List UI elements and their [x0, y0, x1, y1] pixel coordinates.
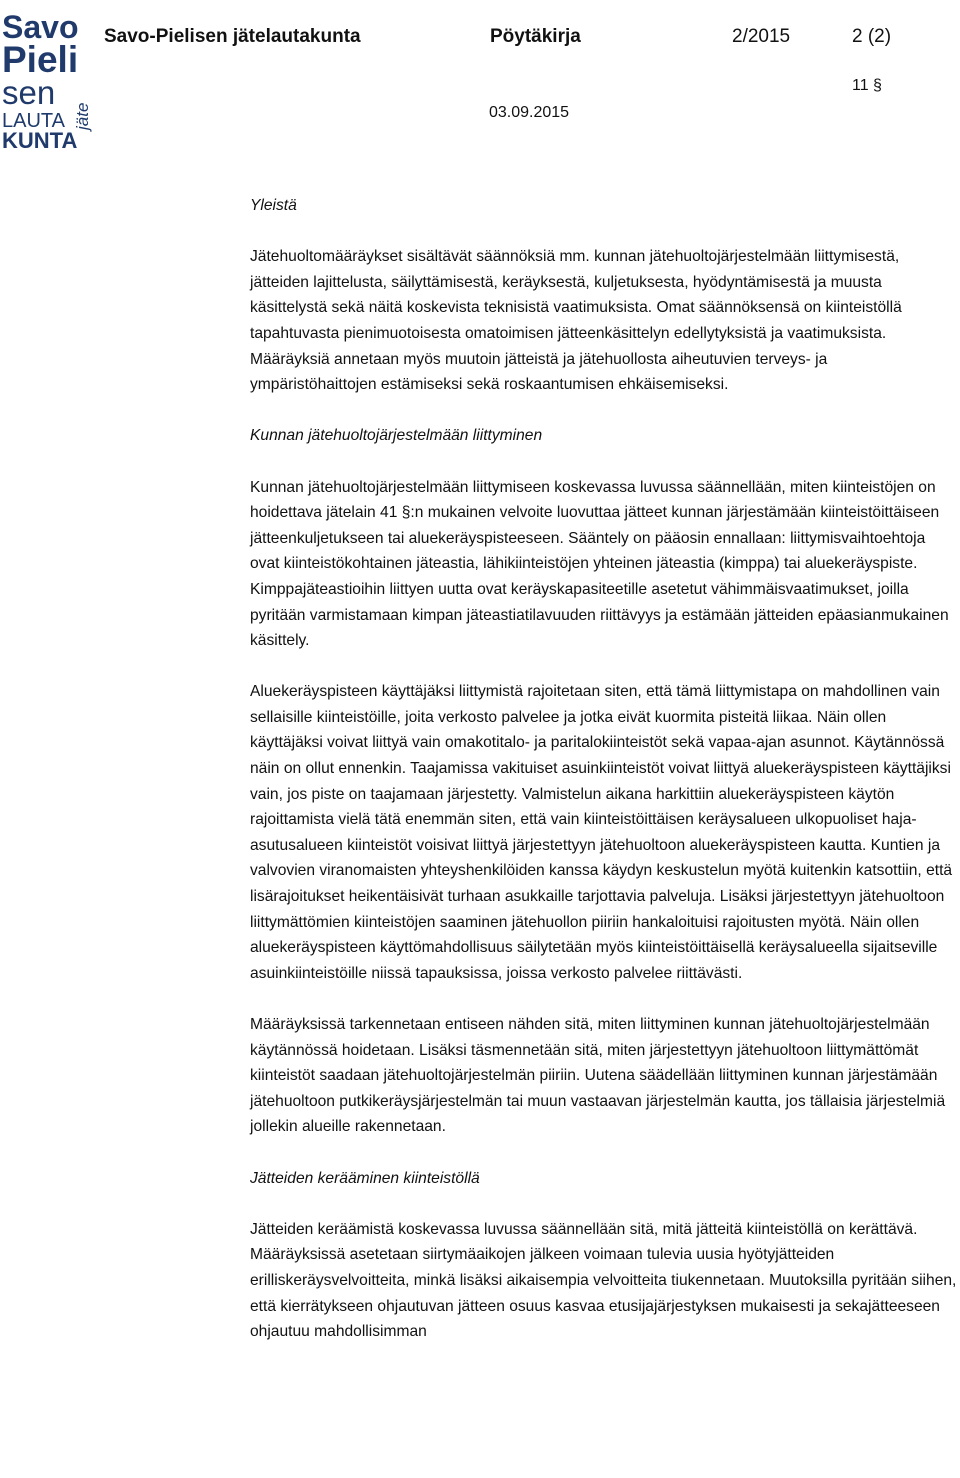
paragraph: Kunnan jätehuoltojärjestelmään liittymiseen koskevassa luvussa säännellään, miten kiinteistöjen on hoidettava jätelain 41 §:n mukainen velvoite luovuttaa jätteet kunnan järjestämään kiinteistöittäiseen jätteenkuljetukseen tai aluekeräyspisteeseen. Sääntely on pääosin ennallaan: liittymisvaihtoehtoja ovat kiinteistökohtainen jäteastia, lähikiinteistöjen yhteinen jäteastia (kimppa) tai aluekeräyspiste. Kimppajäteastioihin liittyen uutta ovat keräyskapasiteetille asetetut vähimmäisvaatimukset, joilla pyritään varmistamaan kimpan jäteastiatilavuuden riittävyys ja estämään jätteiden epäasianmukainen käsittely.	[250, 478, 949, 650]
section-heading: Jätteiden kerääminen kiinteistöllä	[250, 1169, 480, 1187]
header-page-number: 2 (2)	[852, 26, 892, 47]
header-organization: Savo-Pielisen jätelautakunta	[104, 26, 361, 47]
header-date: 03.09.2015	[489, 104, 570, 121]
header-doc-number: 2/2015	[732, 26, 791, 47]
logo-text-savo: Savo	[2, 9, 79, 45]
document-body	[250, 193, 958, 1370]
logo-text-sen: sen	[2, 74, 56, 111]
section-heading: Kunnan jätehuoltojärjestelmään liittyminen	[250, 427, 543, 445]
logo-text-pieli: Pieli	[2, 39, 79, 80]
logo-text-kunta: KUNTA	[2, 128, 78, 150]
organization-logo	[2, 8, 94, 150]
logo-text-lauta: LAUTA	[2, 110, 65, 132]
header-section: 11 §	[852, 77, 882, 94]
header-doc-type: Pöytäkirja	[490, 26, 581, 47]
paragraph: Aluekeräyspisteen käyttäjäksi liittymistä rajoitetaan siten, että tämä liittymistapa on mahdollinen vain sellaisille kiinteistöille, joita verkosto palvelee ja jotka eivät kuormita pisteitä liikaa. Näin ollen käyttäjäksi voivat liittyä vain omakotitalo- ja paritalokiinteistöt sekä vapaa-ajan asunnot. Käytännössä näin on ollut ennenkin. Taajamissa vakituiset asuinkiinteistöt voivat liittyä aluekeräyspisteen käyttäjiksi vain, jos piste on taajamaan järjestetty. Valmistelun aikana harkittiin aluekeräyspisteen käytön rajoittamista vielä tätä enemmän siten, että vain kiinteistöittäisen keräysalueen ulkopuoliset haja-asutusalueen kiinteistöt voisivat liittyä järjestettyyn jätehuoltoon aluekeräyspisteen kautta. Kuntien ja valvovien viranomaisten yhteyshenkilöiden kanssa käydyn keskustelun myötä kuitenkin katsottiin, että lisärajoitukset heikentäisivät turhaan asukkaille tarjottavia palveluja. Lisäksi järjestettyyn jätehuoltoon liittymättömien kiinteistöjen saaminen jätehuollon piiriin hankaloituisi rajoitusten myötä. Näin ollen aluekeräyspisteen käyttömahdollisuus säilytetään myös kiinteistöittäisellä keräysalueella sijaitseville asuinkiinteistöille niissä tapauksissa, joissa verkosto palvelee riittävästi.	[250, 683, 953, 982]
paragraph: Määräyksissä tarkennetaan entiseen nähden sitä, miten liittyminen kunnan jätehuoltojärjestelmään käytännössä hoidetaan. Lisäksi täsmennetään sitä, miten järjestettyyn jätehuoltoon liittymättömät kiinteistöt saadaan jätehuoltojärjestelmän piiriin. Uutena säädellään liittyminen kunnan järjestämään jätehuoltoon putkikeräysjärjestelmän tai muun vastaavan järjestelmän kautta, jos tällaisia järjestelmiä jollekin alueille rakennetaan.	[250, 1016, 946, 1136]
section-heading: Yleistä	[250, 197, 297, 214]
paragraph: Jätteiden keräämistä koskevassa luvussa säännellään sitä, mitä jätteitä kiinteistöllä on kerättävä. Määräyksissä asetetaan siirtymäaikojen jälkeen voimaan tulevia uusia hyötyjätteiden erilliskeräysvelvoitteita, minkä lisäksi aikaisempia velvoitteita tiukennetaan. Muutoksilla pyritään siihen, että kierrätykseen ohjautuvan jätteen osuus kasvaa etusijajärjestyksen mukaisesti ja sekajätteeseen ohjautuu mahdollisimman	[250, 1220, 957, 1341]
paragraph: Jätehuoltomääräykset sisältävät säännöksiä mm. kunnan jätehuoltojärjestelmään liittymisestä, jätteiden lajittelusta, säilyttämisestä, keräyksestä, kuljetuksesta, hyödyntämisestä ja muusta käsittelystä sekä näitä koskevista teknisistä vaatimuksista. Omat säännöksensä on kiinteistöllä tapahtuvasta pienimuotoisesta omatoimisen jätteenkäsittelyn edellytyksistä ja vaatimuksista. Määräyksiä annetaan myös muutoin jätteistä ja jätehuollosta aiheutuvien terveys- ja ympäristöhaittojen estämiseksi sekä roskaantumisen ehkäisemiseksi.	[250, 248, 902, 394]
logo-text-jate: jäte	[73, 102, 92, 130]
